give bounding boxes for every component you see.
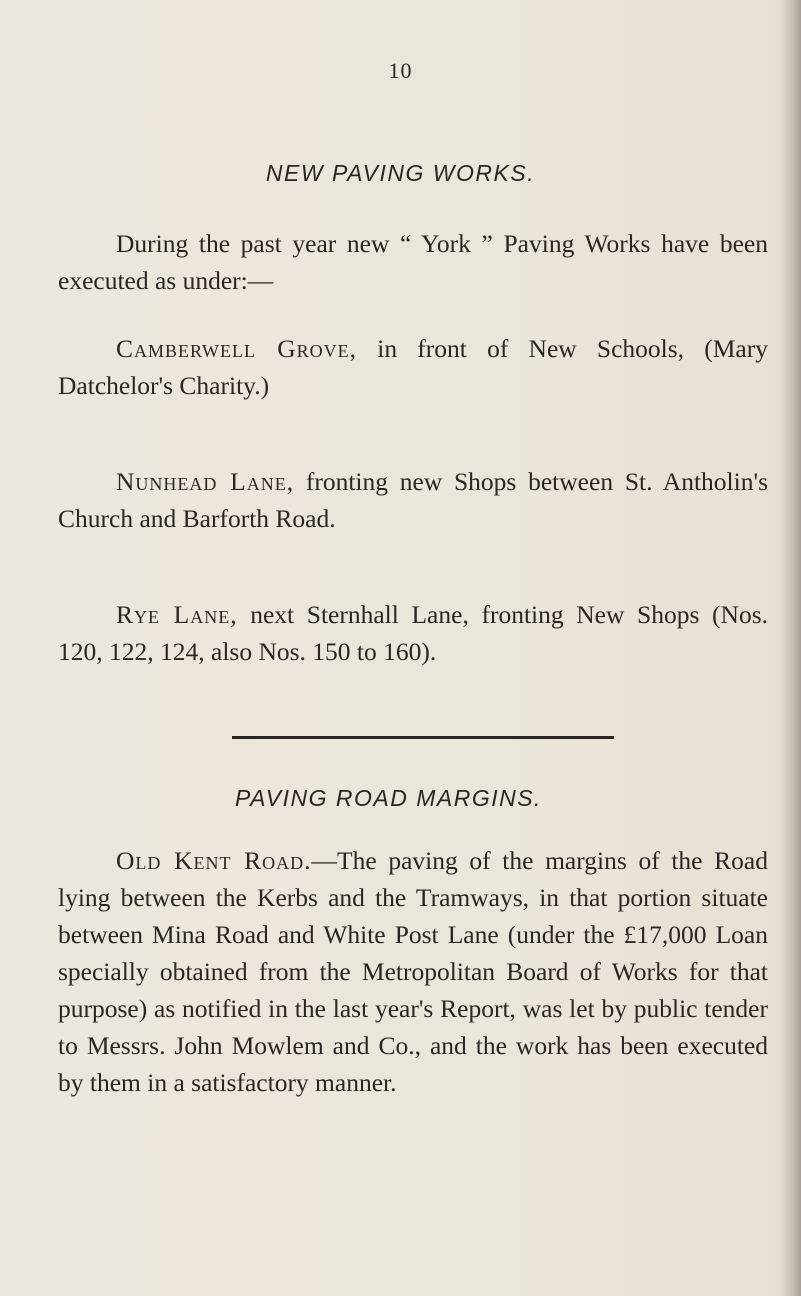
- paving-item-rye-lane: [58, 596, 768, 670]
- section-divider: [232, 736, 614, 739]
- page-number: 10: [388, 58, 413, 83]
- section-heading-new-paving-works: NEW PAVING WORKS.: [265, 160, 536, 186]
- section-heading-paving-road-margins: PAVING ROAD MARGINS.: [235, 785, 542, 811]
- paving-item-nunhead-lane: [58, 463, 768, 537]
- intro-paragraph: [58, 225, 768, 299]
- paragraph-text: —The paving of the margins of the Road lying between the Kerbs and the Tramways, in that portion situate between Mina Road and White Post Lane (under the £17,000 Loan specially obtained from the Metropolitan Board of Works for that purpose) as notified in the last year's Report, was let by public tender to Messrs. John Mowlem and Co., and the work has been executed by them in a satisfactory manner.: [58, 846, 768, 1097]
- place-name: Nunhead Lane,: [116, 467, 295, 496]
- item-text: fronting new Shops between St. Antholin's Church and Barforth Road.: [58, 467, 768, 533]
- intro-text: During the past year new “ York ” Paving Works have been executed as under:—: [58, 229, 768, 295]
- page-edge-shadow: [779, 0, 801, 1296]
- road-margins-paragraph: [58, 842, 768, 1101]
- paving-item-camberwell-grove: [58, 330, 768, 404]
- place-name: Rye Lane,: [116, 600, 238, 629]
- item-text: in front of New Schools, (Mary Datchelor's Charity.): [58, 334, 768, 400]
- place-name: Camberwell Grove,: [116, 334, 358, 363]
- place-name: Old Kent Road.: [116, 846, 312, 875]
- item-text: next Sternhall Lane, fronting New Shops (Nos. 120, 122, 124, also Nos. 150 to 160).: [58, 600, 768, 666]
